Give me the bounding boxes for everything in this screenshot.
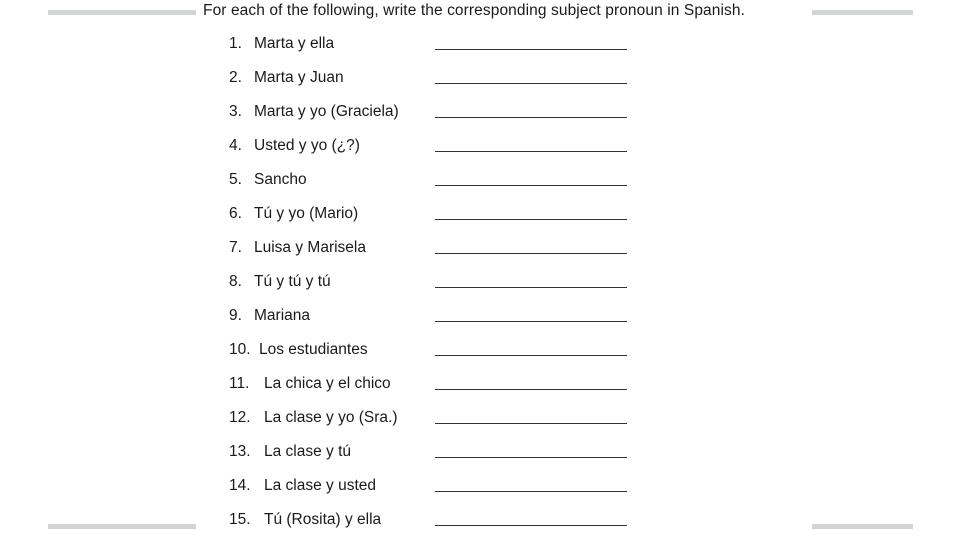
item-number: 11. bbox=[229, 375, 250, 392]
item-number: 1. bbox=[229, 35, 242, 52]
answer-blank[interactable] bbox=[435, 151, 627, 152]
list-item bbox=[229, 340, 649, 374]
item-text: Marta y Juan bbox=[254, 69, 344, 86]
item-text: La chica y el chico bbox=[264, 375, 391, 392]
item-text: Usted y yo (¿?) bbox=[254, 137, 360, 154]
list-item bbox=[229, 204, 649, 238]
list-item bbox=[229, 68, 649, 102]
list-item bbox=[229, 510, 649, 544]
decorative-bar-bottom-left bbox=[48, 524, 196, 529]
answer-blank[interactable] bbox=[435, 389, 627, 390]
item-text: Sancho bbox=[254, 171, 307, 188]
item-text: La clase y yo (Sra.) bbox=[264, 409, 398, 426]
item-number: 10. bbox=[229, 341, 251, 358]
item-text: Los estudiantes bbox=[259, 341, 368, 358]
list-item bbox=[229, 272, 649, 306]
item-number: 15. bbox=[229, 511, 251, 528]
answer-blank[interactable] bbox=[435, 355, 627, 356]
item-number: 6. bbox=[229, 205, 242, 222]
answer-blank[interactable] bbox=[435, 423, 627, 424]
list-item bbox=[229, 476, 649, 510]
item-number: 12. bbox=[229, 409, 251, 426]
list-item bbox=[229, 102, 649, 136]
answer-blank[interactable] bbox=[435, 253, 627, 254]
item-number: 8. bbox=[229, 273, 242, 290]
list-item bbox=[229, 306, 649, 340]
item-text: Tú y yo (Mario) bbox=[254, 205, 359, 222]
item-number: 4. bbox=[229, 137, 242, 154]
list-item bbox=[229, 442, 649, 476]
item-text: Mariana bbox=[254, 307, 310, 324]
list-item bbox=[229, 408, 649, 442]
answer-blank[interactable] bbox=[435, 49, 627, 50]
item-number: 13. bbox=[229, 443, 251, 460]
instructions-text: For each of the following, write the corresponding subject pronoun in Spanish. bbox=[203, 2, 746, 19]
list-item bbox=[229, 34, 649, 68]
item-text: Tú y tú y tú bbox=[254, 273, 331, 290]
item-text: Marta y ella bbox=[254, 35, 335, 52]
answer-blank[interactable] bbox=[435, 185, 627, 186]
answer-blank[interactable] bbox=[435, 219, 627, 220]
item-number: 9. bbox=[229, 307, 242, 324]
answer-blank[interactable] bbox=[435, 525, 627, 526]
item-number: 5. bbox=[229, 171, 242, 188]
answer-blank[interactable] bbox=[435, 457, 627, 458]
item-number: 14. bbox=[229, 477, 251, 494]
answer-blank[interactable] bbox=[435, 117, 627, 118]
list-item bbox=[229, 238, 649, 272]
list-item bbox=[229, 374, 649, 408]
exercise-list bbox=[229, 34, 649, 544]
answer-blank[interactable] bbox=[435, 287, 627, 288]
item-number: 2. bbox=[229, 69, 242, 86]
list-item bbox=[229, 170, 649, 204]
item-text: Tú (Rosita) y ella bbox=[264, 511, 382, 528]
answer-blank[interactable] bbox=[435, 83, 627, 84]
decorative-bar-bottom-right bbox=[812, 524, 913, 529]
decorative-bar-top-right bbox=[812, 10, 913, 15]
item-number: 3. bbox=[229, 103, 242, 120]
decorative-bar-top-left bbox=[48, 10, 196, 15]
answer-blank[interactable] bbox=[435, 491, 627, 492]
item-text: Luisa y Marisela bbox=[254, 239, 366, 256]
item-text: La clase y tú bbox=[264, 443, 352, 460]
list-item bbox=[229, 136, 649, 170]
item-text: Marta y yo (Graciela) bbox=[254, 103, 399, 120]
item-number: 7. bbox=[229, 239, 242, 256]
answer-blank[interactable] bbox=[435, 321, 627, 322]
item-text: La clase y usted bbox=[264, 477, 377, 494]
